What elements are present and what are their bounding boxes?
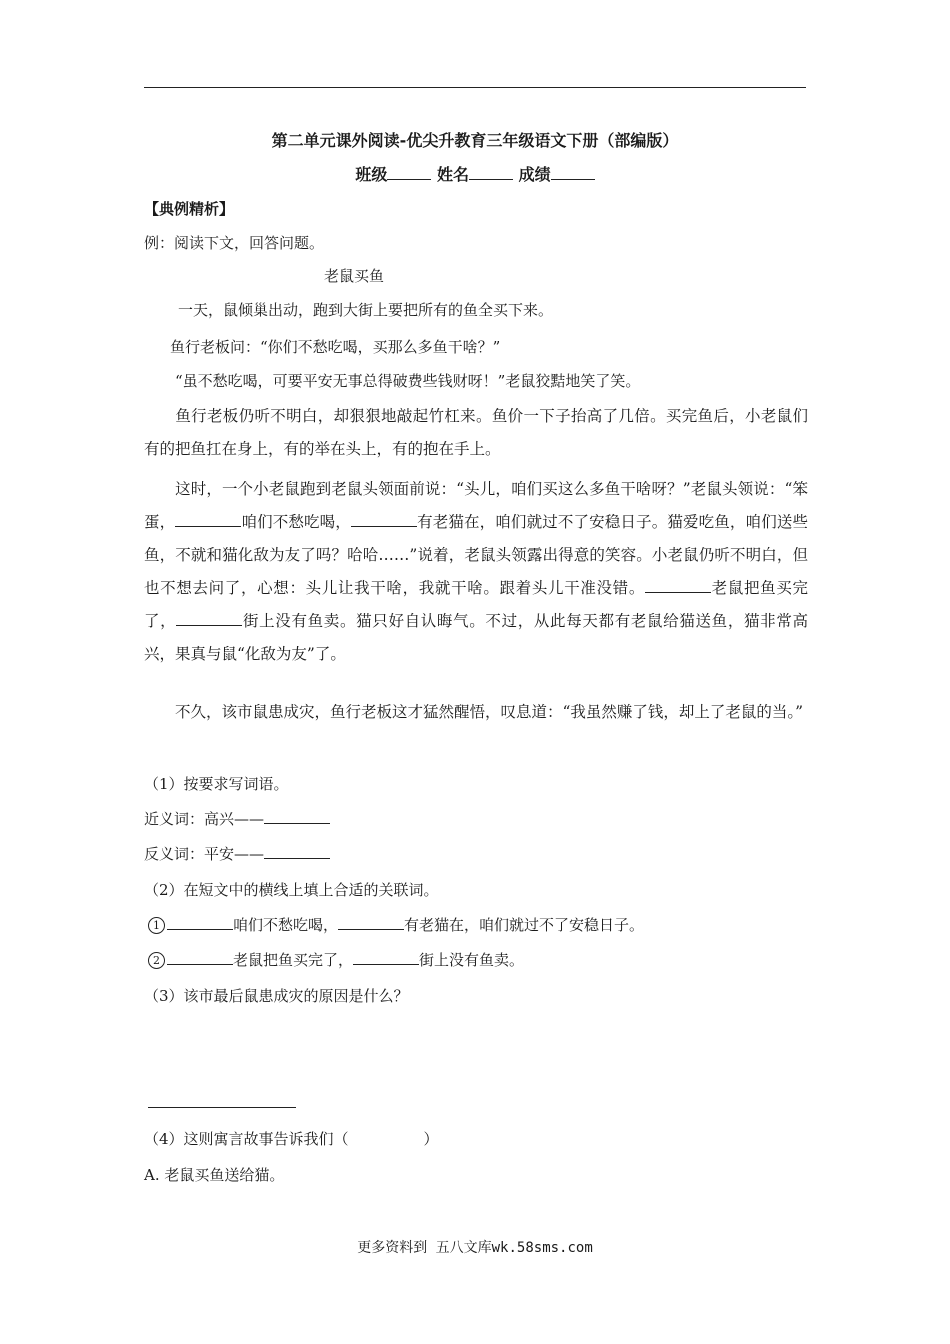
story-paragraph-2: 鱼行老板问：“你们不愁吃喝，买那么多鱼干啥？” — [170, 338, 501, 356]
question-1-antonym: 反义词：平安—— — [144, 843, 808, 864]
name-label: 姓名 — [436, 165, 469, 184]
blank-2 — [351, 512, 417, 527]
class-blank — [387, 165, 431, 180]
page-title: 第二单元课外阅读-优尖升教育三年级语文下册（部编版） — [271, 131, 679, 150]
blank-4 — [176, 611, 242, 626]
story-paragraph-5: 这时，一个小老鼠跑到老鼠头领面前说：“头儿，咱们买这么多鱼干啥呀？”老鼠头领说：“笨蛋， 咱们不愁吃喝， 有老猫在，咱们就过不了安稳日子。猫爱吃鱼，咱们送些鱼，不就和猫化敌为友了吗？哈哈……”说着，老鼠头领露出得意的笑容。小老鼠仍听不明白，但也不想去问了，心想：头儿让我干啥，我就干啥。跟着头儿干准没错。 老鼠把鱼买完了， 街上没有鱼卖。猫只好自认晦气。不过，从此每天都有老鼠给猫送鱼，猫非常高兴，果真与鼠“化敌为友”了。 — [144, 480, 808, 663]
intro-text: 例：阅读下文，回答问题。 — [144, 234, 325, 252]
question-2: （2）在短文中的横线上填上合适的关联词。 — [144, 881, 439, 899]
name-blank — [469, 165, 513, 180]
story-paragraph-1: 一天，鼠倾巢出动，跑到大街上要把所有的鱼全买下来。 — [178, 301, 554, 319]
story-paragraph-4: 鱼行老板仍听不明白，却狠狠地敲起竹杠来。鱼价一下子抬高了几倍。买完鱼后，小老鼠们有的把鱼扛在身上，有的举在头上，有的抱在手上。 — [144, 407, 808, 458]
story-title: 老鼠买鱼 — [324, 267, 385, 285]
q2-blank-2 — [338, 915, 404, 930]
synonym-blank — [264, 809, 330, 824]
student-info-line — [0, 162, 950, 185]
blank-1 — [175, 512, 241, 527]
story-paragraph-3: “虽不愁吃喝，可要平安无事总得破费些钱财呀！”老鼠狡黠地笑了笑。 — [175, 372, 641, 390]
question-3: （3）该市最后鼠患成灾的原因是什么？ — [144, 987, 409, 1005]
score-label: 成绩 — [518, 165, 551, 184]
circled-number-2: 2 — [148, 952, 165, 969]
question-2-item-2: 2 老鼠把鱼买完了， 街上没有鱼卖。 — [148, 949, 812, 970]
class-label: 班级 — [355, 165, 388, 184]
section-heading: 【典例精析】 — [144, 200, 235, 218]
question-1-synonym: 近义词：高兴—— — [144, 808, 808, 829]
question-4-option-a: A. 老鼠买鱼送给猫。 — [144, 1166, 285, 1184]
score-blank — [551, 165, 595, 180]
q2-blank-4 — [353, 950, 419, 965]
antonym-blank — [264, 844, 330, 859]
question-2-item-1: 1 咱们不愁吃喝， 有老猫在，咱们就过不了安稳日子。 — [148, 914, 812, 935]
question-4: （4）这则寓言故事告诉我们（ ） — [144, 1130, 439, 1148]
blank-3 — [645, 578, 711, 593]
q2-blank-3 — [167, 950, 233, 965]
answer-line — [148, 1107, 296, 1108]
top-rule — [144, 87, 806, 88]
footer-text: 更多资料到 五八文库wk.58sms.com — [357, 1240, 593, 1256]
circled-number-1: 1 — [148, 917, 165, 934]
story-paragraph-6: 不久，该市鼠患成灾，鱼行老板这才猛然醒悟，叹息道：“我虽然赚了钱，却上了老鼠的当。” — [175, 703, 804, 721]
q2-blank-1 — [167, 915, 233, 930]
question-1: （1）按要求写词语。 — [144, 775, 289, 793]
